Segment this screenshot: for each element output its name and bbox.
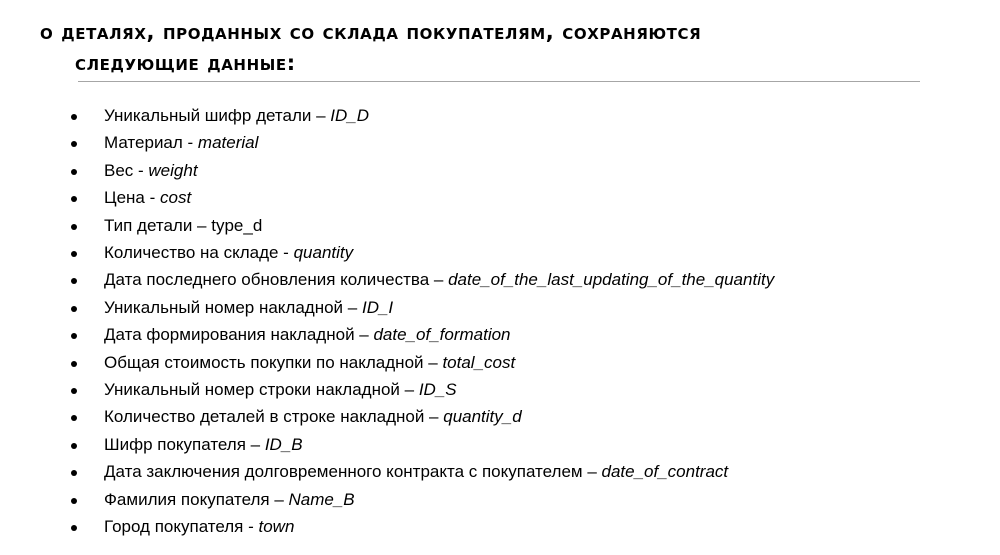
field-description: Дата последнего обновления количества – — [104, 270, 449, 290]
field-description: Количество деталей в строке накладной – — [104, 407, 444, 427]
field-bullet-item — [0, 431, 774, 458]
bullet-dot-icon — [71, 333, 77, 339]
field-bullet-item — [0, 157, 774, 184]
field-description: Количество на складе - — [104, 243, 294, 263]
field-bullet-item — [0, 239, 774, 266]
field-bullet-item — [0, 513, 774, 540]
slide-title-line-1: о деталях, проданных со склада покупателям, сохраняются — [40, 20, 702, 44]
field-description: Материал - — [104, 133, 198, 153]
field-description: Уникальный шифр детали – — [104, 106, 331, 125]
field-bullet-item — [0, 458, 774, 485]
field-variable-name: quantity_d — [443, 407, 522, 427]
field-description: Дата формирования накладной – — [104, 325, 374, 345]
field-description: Цена - — [104, 188, 160, 208]
field-variable-name: date_of_the_last_updating_of_the_quantity — [448, 270, 775, 290]
bullet-dot-icon — [71, 443, 77, 449]
field-variable-name: material — [197, 133, 259, 153]
bullet-dot-icon — [71, 388, 77, 394]
field-variable-name: weight — [148, 160, 198, 180]
field-bullet-item — [0, 184, 774, 211]
bullet-dot-icon — [71, 114, 77, 120]
field-bullet-list — [0, 102, 774, 541]
field-variable-name: ID_S — [418, 380, 457, 400]
field-bullet-item — [0, 376, 774, 403]
bullet-dot-icon — [71, 498, 77, 504]
slide-title-line-2: следующие данные: — [75, 51, 296, 75]
title-divider — [78, 81, 920, 82]
field-variable-name: Name_B — [288, 489, 355, 509]
bullet-dot-icon — [71, 525, 77, 531]
field-description: Город покупателя - — [104, 517, 259, 537]
bullet-dot-icon — [71, 141, 77, 147]
field-bullet-item — [0, 294, 774, 321]
field-description: Вес - — [104, 160, 149, 180]
field-description: Дата заключения долговременного контракта с покупателем – — [104, 462, 602, 482]
field-description: Уникальный номер строки накладной – — [104, 380, 419, 400]
field-bullet-item — [0, 349, 774, 376]
bullet-dot-icon — [71, 361, 77, 367]
field-variable-name: date_of_formation — [373, 325, 511, 345]
bullet-dot-icon — [71, 278, 77, 284]
field-bullet-item — [0, 129, 774, 156]
field-variable-name: ID_B — [264, 434, 303, 454]
field-description: Шифр покупателя – — [104, 434, 265, 454]
field-bullet-item — [0, 403, 774, 430]
field-bullet-item — [0, 212, 774, 239]
field-variable-name: type_d — [211, 215, 263, 235]
field-description: Уникальный номер накладной – — [104, 297, 362, 317]
field-variable-name: ID_D — [330, 106, 369, 125]
field-bullet-item — [0, 266, 774, 293]
slide-title — [40, 17, 940, 79]
bullet-dot-icon — [71, 251, 77, 257]
field-description: Фамилия покупателя – — [104, 489, 289, 509]
field-variable-name: total_cost — [442, 352, 516, 372]
field-bullet-item — [0, 486, 774, 513]
bullet-dot-icon — [71, 470, 77, 476]
field-variable-name: date_of_contract — [601, 462, 729, 482]
field-variable-name: cost — [159, 188, 192, 208]
bullet-dot-icon — [71, 415, 77, 421]
field-variable-name: quantity — [293, 243, 354, 263]
bullet-dot-icon — [71, 196, 77, 202]
field-variable-name: town — [258, 517, 295, 537]
field-description: Тип детали – — [104, 215, 212, 235]
bullet-dot-icon — [71, 306, 77, 312]
bullet-dot-icon — [71, 224, 77, 230]
bullet-dot-icon — [71, 169, 77, 175]
field-description: Общая стоимость покупки по накладной – — [104, 352, 443, 372]
field-bullet-item — [0, 321, 774, 348]
field-variable-name: ID_I — [361, 297, 394, 317]
field-bullet-item — [0, 102, 774, 129]
